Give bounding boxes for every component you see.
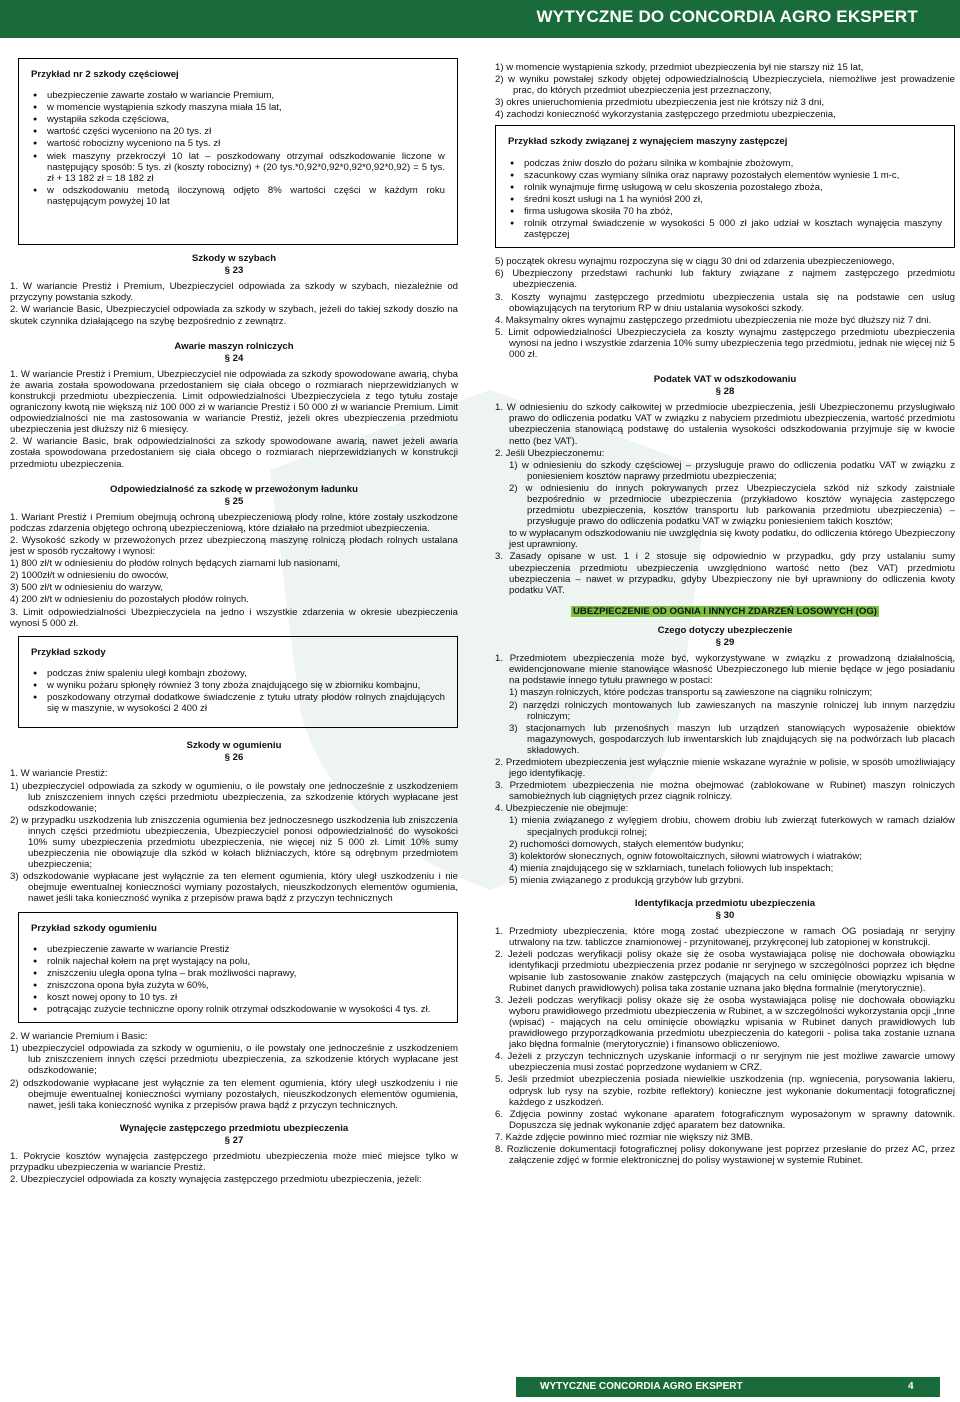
paragraph: 7. Każde zdjęcie powinno mieć rozmiar nie większy niż 3MB. <box>495 1131 754 1143</box>
list-item: 2) odszkodowanie wypłacane jest wyłącznie za ten element ogumienia, który uległ uszkodzeniu i nie obejmuje ewentualnej konieczności wymiany pozostałych, nieuszkodzonych elementów ogumienia, nawet, jeśli taka konieczność wynika z przepisów prawa bądź z przyczyn technicznych. <box>10 1077 458 1111</box>
list-item: 6) Ubezpieczony przedstawi rachunki lub faktury związane z najmem zastępczego przedmiotu ubezpieczenia. <box>495 268 955 291</box>
list-item: 4) zachodzi konieczność wykorzystania zastępczego przedmiotu ubezpieczenia, <box>495 109 836 121</box>
list-item: ● rolnik otrzymał świadczenie w wysokości 5 000 zł jako udział w kosztach wynajęcia maszyny zastępczej <box>524 218 942 240</box>
paragraph: 1. W wariancie Prestiż i Premium, Ubezpieczyciel nie odpowiada za szkody spowodowane awarią, chyba że awaria została spowodowana przedostaniem się ciała obcego o rozmiarach nieprzewidzianych w konstrukcji przedmiotu ubezpieczenia. Limit odpowiedzialności Ubezpieczyciela z tego tytułu zostaje ograniczony kwotą nie większą niż 100 000 zł w wariancie Prestiż i 50 000 zł w wariancie Premium. Limit odpowiedzialności nie ma zastosowania w wariancie Prestiż, jeżeli okres ubezpieczenia przedmiotu ubezpieczenia jest dłuższy niż 6 miesięcy. <box>10 368 458 436</box>
section-heading: Identyfikacja przedmiotu ubezpieczenia <box>634 898 816 909</box>
box-title: Przykład szkody związanej z wynajęciem maszyny zastępczej <box>508 136 788 148</box>
list-item: ● w momencie wystąpienia szkody maszyna miała 15 lat, <box>47 102 445 113</box>
paragraph: 2. Jeśli Ubezpieczonemu: <box>495 447 605 459</box>
bullet-list <box>508 158 942 241</box>
paragraph: 1. W odniesieniu do szkody całkowitej w przedmiocie ubezpieczenia, jeśli Ubezpieczonemu przysługiwało prawo do odliczenia podatku VAT w związku z nabyciem przedmiotu ubezpieczenia, wartość przedmiotu ubezpieczenia stanowiącą podstawę do ustalenia wysokości odszkodowania przyjmuje się w kwocie netto (bez VAT). <box>495 402 955 447</box>
list-item: 3) okres unieruchomienia przedmiotu ubezpieczenia jest nie krótszy niż 3 dni, <box>495 97 825 109</box>
list-item: ● rolnik wynajmuje firmę usługową w celu skoszenia pozostałego zboża, <box>524 182 942 193</box>
paragraph: 4. Jeżeli z przyczyn technicznych uzyskanie informacji o nr seryjnym nie jest możliwe zawarcie umowy ubezpieczenia musi zostać poprzedzone wydaniem w CRZ. <box>495 1051 955 1074</box>
paragraph: 2. Ubezpieczyciel odpowiada za koszty wynajęcia zastępczego przedmiotu ubezpieczenia, jeżeli: <box>10 1174 422 1186</box>
list-item: ● ubezpieczenie zawarte zostało w wariancie Premium, <box>47 90 445 101</box>
paragraph: 3. Limit odpowiedzialności Ubezpieczyciela na jedno i wszystkie zdarzenia w okresie ubezpieczenia wynosi 5 000 zł. <box>10 606 458 629</box>
left-column <box>10 58 458 1186</box>
list-item: ● potrącając zużycie techniczne opony rolnik otrzymał odszkodowanie w wysokości 4 tys. zł. <box>47 1004 445 1015</box>
list-item: 1) mienia związanego z wylęgiem drobiu, chowem drobiu lub zwierząt futerkowych w ramach działów specjalnych produkcji rolnej; <box>509 815 955 838</box>
list-item: ● zniszczona opona była zużyta w 60%, <box>47 980 445 991</box>
section-heading: Awarie maszyn rolniczych <box>174 340 294 352</box>
list-item: ● poszkodowany otrzymał dodatkowe świadczenie z tytułu utraty płodów rolnych znajdujących się w maszynie, w wysokości 2 400 zł <box>47 692 445 714</box>
section-heading: Szkody w ogumieniu <box>186 740 282 752</box>
paragraph: 3) 500 zł/t w odniesieniu do warzyw, <box>10 582 164 594</box>
list-item: ● zniszczeniu uległa opona tylna – brak możliwości naprawy, <box>47 968 445 979</box>
paragraph-number: § 30 <box>715 910 735 922</box>
list-item: ● wiek maszyny przekroczył 10 lat – poszkodowany otrzymał odszkodowanie liczone w następujący sposób: 5 tys. zł (koszty robocizny) + (20 tys.*0,92*0,92*0,92*0,92*0,92) = 5 tys. zł + 13 182 zł = 18 182 zł <box>47 151 445 184</box>
example-box-partial-damage <box>18 58 458 245</box>
paragraph: 1. Przedmiotem ubezpieczenia może być, wykorzystywane w związku z prowadzoną działalnością, ewidencjonowane mienie stanowiące własność Ubezpieczonego lub mienie będące w jego posiadaniu na podstawie innego tytułu prawnego w postaci: <box>495 653 955 687</box>
box-title: Przykład nr 2 szkody częściowej <box>31 69 179 80</box>
paragraph-number: § 24 <box>224 352 244 364</box>
list-item: 3) stacjonarnych lub przenośnych maszyn lub urządzeń stanowiących wyposażenie obiektów magazynowych, gospodarczych lub inwentarskich lub znajdujących się na podwórzach lub placach składowych. <box>509 722 955 756</box>
list-item: 1) w odniesieniu do szkody częściowej – przysługuje prawo do odliczenia podatku VAT w związku z poniesieniem kosztów naprawy przedmiotu ubezpieczenia; <box>509 459 955 482</box>
list-item: ● podczas żniw doszło do pożaru silnika w kombajnie zbożowym, <box>524 158 942 169</box>
paragraph: 2) 1000zł/t w odniesieniu do owoców, <box>10 570 169 582</box>
list-item: 2) narzędzi rolniczych montowanych lub zawieszanych na maszynie rolniczej lub innym narzędziu rolniczym; <box>509 699 955 722</box>
paragraph: 2. W wariancie Basic, Ubezpieczyciel odpowiada za szkody w szybach, jeżeli do takiej szkody doszło na skutek czynnika działającego na szybę bezpośrednio z zewnątrz. <box>10 304 458 327</box>
paragraph: 1. Wariant Prestiż i Premium obejmują ochroną ubezpieczeniową płody rolne, które zostały uszkodzone podczas zdarzenia objętego ochroną ubezpieczeniową, które działało na przedmiot ubezpieczenia. <box>10 511 458 534</box>
paragraph: 8. Rozliczenie dokumentacji fotograficznej polisy dokonywane jest poprzez przesłanie do przez AC, przez załączenie zdjęć w formie elektronicznej do polisy wystawionej w systemie Rubinet. <box>495 1143 955 1167</box>
list-item: ● koszt nowej opony to 10 tys. zł <box>47 992 445 1003</box>
list-item: ● wystąpiła szkoda częściowa, <box>47 114 445 125</box>
list-item: 2) w przypadku uszkodzenia lub zniszczenia ogumienia bez jednoczesnego uszkodzenia lub zniszczenia innych części przedmiotu ubezpieczenia, Ubezpieczyciel ponosi odpowiedzialność do wysokości 10% sumy ubezpieczenia przedmiotu ubezpieczenia, nie więcej niż 5 000 zł. Limit 10% sumy ubezpieczenia nie obowiązuje dla szkód w kołach bliźniaczych, które są odrębnym przedmiotem ubezpieczenia; <box>10 814 458 871</box>
section-heading: Wynajęcie zastępczego przedmiotu ubezpieczenia <box>119 1122 349 1134</box>
paragraph: 2. Przedmiotem ubezpieczenia jest wyłącznie mienie wskazane wyraźnie w polisie, w sposób umożliwiający jego identyfikację. <box>495 756 955 780</box>
list-item: 4) mienia znajdującego się w szklarniach, tunelach foliowych lub inspektach; <box>509 862 834 874</box>
list-item: ● firma usługowa skosiła 70 ha zbóż, <box>524 206 942 217</box>
section-heading: Odpowiedzialność za szkodę w przewożonym ładunku <box>110 483 358 495</box>
bullet-list <box>31 90 445 207</box>
list-item: ● ubezpieczenie zawarte w wariancie Prestiż <box>47 944 445 955</box>
list-item: 1) ubezpieczyciel odpowiada za szkody w ogumieniu, o ile powstały one jednocześnie z uszkodzeniem lub zniszczeniem innych części przedmiotu ubezpieczenia, za szkodzenie których wypłacane jest odszkodowanie; <box>10 1043 458 1077</box>
paragraph: 3. Zasady opisane w ust. 1 i 2 stosuje się odpowiednio w przypadku, gdy przy ustalaniu sumy ubezpieczenia przedmiotu ubezpieczenia uwzględniono wartość netto (bez VAT) przedmiotu ubezpieczenia – nawet w przypadku, gdyby Ubezpieczony nie był uprawniony do odliczenia kwoty podatku VAT. <box>495 551 955 596</box>
paragraph: 2. Wysokość szkody w przewożonych przez ubezpieczoną maszynę rolniczą płodach rolnych ustalana jest w sposób ryczałtowy i wynosi: <box>10 535 458 558</box>
list-item: 1) ubezpieczyciel odpowiada za szkody w ogumieniu, o ile powstały one jednocześnie z uszkodzeniem lub zniszczeniem innych części przedmiotu ubezpieczenia, za szkodzenie których wypłacane jest odszkodowanie; <box>10 780 458 814</box>
list-item: ● w odszkodowaniu metodą iloczynową odjęto 8% wartości części w każdym roku następującym powyżej 10 lat <box>47 185 445 207</box>
list-item: ● wartość części wyceniono na 20 tys. zł <box>47 126 445 137</box>
paragraph: 4) 200 zł/t w odniesieniu do pozostałych płodów rolnych. <box>10 594 249 606</box>
bullet-list <box>31 944 445 1016</box>
paragraph: 4. Maksymalny okres wynajmu zastępczego przedmiotu ubezpieczenia nie może być dłuższy niż 7 dni. <box>495 314 932 326</box>
paragraph: 3. Jeżeli podczas weryfikacji polisy okaże się że osoba wystawiająca polisę nie dochowała obowiązku wyboru prawidłowego przedmiotu ubezpieczenia w Rubinet, a w szczególności wykorzystania opcji „Inne (wpisać) - mających na celu ominięcie obowiązku wpisania w Rubinet danych prawidłowych lub prawidłowego przyporządkowania przedmiotu ubezpieczenia do kategorii - polisa taka zostanie uznana jako błędna formalnie (merytorycznie) i finansowo obliczeniowo. <box>495 994 955 1051</box>
list-item: 2) ruchomości domowych, stałych elementów budynku; <box>509 838 744 850</box>
example-box-tyre <box>18 912 458 1024</box>
paragraph: 1. Pokrycie kosztów wynajęcia zastępczego przedmiotu ubezpieczenia może mieć miejsce tylko w przypadku ubezpieczenia w wariancie Prestiż. <box>10 1151 458 1174</box>
box-title: Przykład szkody <box>31 646 106 658</box>
list-item: 1) w momencie wystąpienia szkody, przedmiot ubezpieczenia był nie starszy niż 15 lat, <box>495 62 864 73</box>
paragraph: 2. W wariancie Basic, brak odpowiedzialności za szkody spowodowane awarią, nawet jeżeli awaria została spowodowana przedostaniem się ciała obcego o rozmiarach nieprzewidzianych w konstrukcji przedmiotu ubezpieczenia. <box>10 436 458 470</box>
paragraph: 1. Przedmioty ubezpieczenia, które mogą zostać ubezpieczone w ramach OG posiadają nr seryjny utrwalony na tzw. tabliczce znamionowej - przynitowanej, przykręconej lub zatopionej w konstrukcji. <box>495 926 955 949</box>
section-heading: Czego dotyczy ubezpieczenie <box>657 624 793 636</box>
list-item: 2) w wyniku powstałej szkody objętej odpowiedzialnością Ubezpieczyciela, niemożliwe jest prowadzenie prac, do których przedmiot ubezpieczenia jest przeznaczony, <box>495 74 955 97</box>
paragraph: 2. W wariancie Premium i Basic: <box>10 1031 148 1043</box>
list-item: 5) początek okresu wynajmu rozpoczyna się w ciągu 30 dni od zdarzenia ubezpieczeniowego, <box>495 256 895 268</box>
list-item: 1) maszyn rolniczych, które podczas transportu są zawieszone na ciągniku rolniczym; <box>509 687 873 699</box>
og-section-banner <box>495 606 955 617</box>
paragraph: 4. Ubezpieczenie nie obejmuje: <box>495 803 629 815</box>
og-label: UBEZPIECZENIE OD OGNIA I INNYCH ZDARZEŃ LOSOWYCH (OG) <box>573 605 877 617</box>
paragraph-number: § 25 <box>224 495 244 507</box>
paragraph: 1. W wariancie Prestiż: <box>10 768 108 780</box>
example-box-replacement-machine <box>495 125 955 248</box>
paragraph: 6. Zdjęcia powinny zostać wykonane aparatem fotograficznym wyposażonym w sprawny datownik. Dopuszcza się jednak wykonanie zdjęć aparatem bez datownika. <box>495 1108 955 1131</box>
paragraph: 3. Przedmiotem ubezpieczenia nie można obejmować (zablokowane w Rubinet) maszyn rolniczych samobieżnych lub ciągniętych przez ciągnik rolniczy. <box>495 780 955 803</box>
paragraph: 1. W wariancie Prestiż i Premium, Ubezpieczyciel odpowiada za szkody w szybach, niezależnie od przyczyny powstania szkody. <box>10 281 458 304</box>
list-item: ● rolnik najechał kołem na pręt wystający na polu, <box>47 956 445 967</box>
paragraph: 2. Jeżeli podczas weryfikacji polisy okaże się że osoba wystawiająca polisę nie dochowała obowiązku identyfikacji przedmiotu ubezpieczenia przez podanie nr seryjnego w szczególności poprzez ich błędne wpisanie lub zastosowanie znaków zastępczych (mających na celu ominięcie obowiązku wpisania w Rubinet danych prawidłowych) polisa taka zostanie uznana jako błędna formalnie (merytorycznie). <box>495 949 955 994</box>
header-title: WYTYCZNE DO CONCORDIA AGRO EKSPERT <box>536 7 918 26</box>
list-item: ● średni koszt usługi na 1 ha wyniósł 200 zł, <box>524 194 942 205</box>
paragraph-number: § 29 <box>715 637 735 649</box>
page-number: 4 <box>908 1381 914 1392</box>
paragraph-number: § 26 <box>224 752 244 764</box>
section-heading: Podatek VAT w odszkodowaniu <box>653 374 797 386</box>
list-item: ● podczas żniw spaleniu uległ kombajn zbożowy, <box>47 668 445 679</box>
paragraph-number: § 27 <box>224 1134 244 1146</box>
right-column <box>495 62 955 1167</box>
list-item: 2) w odniesieniu do innych pokrywanych przez Ubezpieczyciela szkód niż szkody zaistniałe bezpośrednio w przedmiocie ubezpieczenia (przykładowo kosztów wynajęcia zastępczego przedmiotu ubezpieczenia, kosztów transportu lub parkowania przedmiotu ubezpieczenia) – przysługuje prawo do odliczenia podatku VAT w związku poniesieniem takich kosztów; <box>509 482 955 528</box>
paragraph: 1) 800 zł/t w odniesieniu do płodów rolnych będących ziarnami lub nasionami, <box>10 558 341 570</box>
list-item: ● szacunkowy czas wymiany silnika oraz naprawy pozostałych elementów wyniesie 1 m-c, <box>524 170 942 181</box>
section-heading: Szkody w szybach <box>191 253 277 265</box>
footer-title: WYTYCZNE CONCORDIA AGRO EKSPERT <box>540 1381 743 1392</box>
paragraph: 5. Jeśli przedmiot ubezpieczenia posiada niewielkie uszkodzenia (np. wgniecenia, porysowania lakieru, odprysk lub rysy na szybie, rozbite reflektory) konieczne jest wykonanie dokumentacji fotograficznej każdego z uszkodzeń. <box>495 1074 955 1108</box>
list-item: ● w wyniku pożaru spłonęły również 3 tony zboża znajdującego się w zbiorniku kombajnu, <box>47 680 445 691</box>
list-item: 3) kolektorów słonecznych, ogniw fotowoltaicznych, siłowni wiatrowych i wiatraków; <box>509 850 862 862</box>
paragraph: to w wypłacanym odszkodowaniu nie uwzględnia się kwoty podatku, do odliczenia którego Ubezpieczony jest uprawniony. <box>509 528 955 551</box>
list-item: 5) mienia związanego z produkcją grzybów lub grzybni. <box>509 874 744 886</box>
list-item: 3) odszkodowanie wypłacane jest wyłącznie za ten element ogumienia, który uległ uszkodzeniu i nie obejmuje ewentualnej konieczności wymiany pozostałych, nieuszkodzonych elementów ogumienia, nawet jeśli taka konieczność wynika z przepisów prawa bądź z przyczyn technicznych <box>10 871 458 905</box>
paragraph-number: § 28 <box>715 386 735 398</box>
bullet-list <box>31 668 445 714</box>
paragraph: 5. Limit odpowiedzialności Ubezpieczyciela za koszty wynajmu zastępczego przedmiotu ubezpieczenia wynosi na jedno i wszystkie zdarzenia 10% sumy ubezpieczenia tego przedmiotu, jednak nie więcej niż 5 000 zł. <box>495 326 955 360</box>
box-title: Przykład szkody ogumieniu <box>31 922 157 934</box>
list-item: ● wartość robocizny wyceniono na 5 tys. zł <box>47 138 445 149</box>
paragraph: 3. Koszty wynajmu zastępczego przedmiotu ubezpieczenia ustala się na podstawie cen usług obowiązujących na terytorium RP w dniu ustalania wysokości szkody. <box>495 291 955 314</box>
example-box-cargo <box>18 636 458 728</box>
paragraph-number: § 23 <box>224 265 244 277</box>
